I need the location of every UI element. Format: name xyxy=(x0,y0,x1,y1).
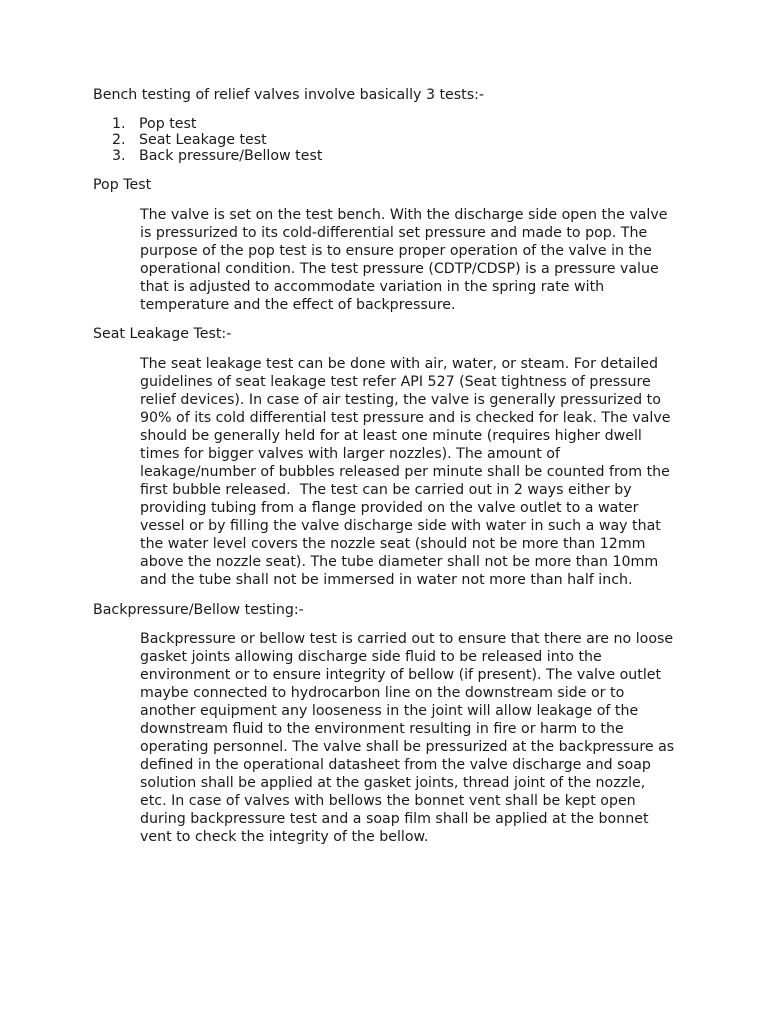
paragraph-line: above the nozzle seat). The tube diameter shall not be more than 10mm xyxy=(140,554,659,570)
test-list xyxy=(112,116,322,164)
intro-text: Bench testing of relief valves involve basically 3 tests:- xyxy=(93,87,485,103)
pop-test-paragraph xyxy=(140,206,680,314)
paragraph-line: leakage/number of bubbles released per minute shall be counted from the xyxy=(140,464,670,480)
pop-test-heading: Pop Test xyxy=(93,177,152,193)
paragraph-line: downstream fluid to the environment resulting in fire or harm to the xyxy=(140,721,624,737)
paragraph-line: the water level covers the nozzle seat (should not be more than 12mm xyxy=(140,536,646,552)
paragraph-line: environment or to ensure integrity of bellow (if present). The valve outlet xyxy=(140,667,662,683)
list-number: 2. xyxy=(112,132,126,148)
backpressure-heading: Backpressure/Bellow testing:- xyxy=(93,602,304,618)
paragraph-line: 90% of its cold differential test pressure and is checked for leak. The valve xyxy=(140,410,671,426)
paragraph-line: temperature and the effect of backpressure. xyxy=(140,297,456,313)
paragraph-line: solution shall be applied at the gasket joints, thread joint of the nozzle, xyxy=(140,775,646,791)
list-item xyxy=(112,132,322,148)
seat-leakage-paragraph xyxy=(140,355,680,589)
list-number: 1. xyxy=(112,116,126,132)
list-label: Back pressure/Bellow test xyxy=(139,148,323,164)
list-number: 3. xyxy=(112,148,126,164)
paragraph-line: operational condition. The test pressure (CDTP/CDSP) is a pressure value xyxy=(140,261,659,277)
paragraph-line: The seat leakage test can be done with air, water, or steam. For detailed xyxy=(140,356,659,372)
paragraph-line: purpose of the pop test is to ensure proper operation of the valve in the xyxy=(140,243,652,259)
paragraph-line: guidelines of seat leakage test refer API 527 (Seat tightness of pressure xyxy=(140,374,651,390)
paragraph-line: should be generally held for at least one minute (requires higher dwell xyxy=(140,428,642,444)
paragraph-line: another equipment any looseness in the joint will allow leakage of the xyxy=(140,703,639,719)
paragraph-line: during backpressure test and a soap film shall be applied at the bonnet xyxy=(140,811,649,827)
paragraph-line: The valve is set on the test bench. With the discharge side open the valve xyxy=(140,207,668,223)
paragraph-line: is pressurized to its cold-differential set pressure and made to pop. The xyxy=(140,225,648,241)
list-item xyxy=(112,116,322,132)
paragraph-line: maybe connected to hydrocarbon line on the downstream side or to xyxy=(140,685,625,701)
seat-leakage-heading: Seat Leakage Test:- xyxy=(93,326,232,342)
paragraph-line: etc. In case of valves with bellows the bonnet vent shall be kept open xyxy=(140,793,636,809)
paragraph-line: times for bigger valves with larger nozzles). The amount of xyxy=(140,446,560,462)
backpressure-paragraph xyxy=(140,630,680,846)
paragraph-line: vessel or by filling the valve discharge side with water in such a way that xyxy=(140,518,661,534)
paragraph-line: vent to check the integrity of the bellow. xyxy=(140,829,429,845)
paragraph-line: Backpressure or bellow test is carried out to ensure that there are no loose xyxy=(140,631,674,647)
list-item xyxy=(112,148,322,164)
paragraph-line: operating personnel. The valve shall be pressurized at the backpressure as xyxy=(140,739,675,755)
paragraph-line: gasket joints allowing discharge side fluid to be released into the xyxy=(140,649,602,665)
paragraph-line: first bubble released. The test can be carried out in 2 ways either by xyxy=(140,482,632,498)
list-label: Seat Leakage test xyxy=(139,132,267,148)
paragraph-line: relief devices). In case of air testing, the valve is generally pressurized to xyxy=(140,392,661,408)
paragraph-line: that is adjusted to accommodate variation in the spring rate with xyxy=(140,279,605,295)
paragraph-line: providing tubing from a flange provided on the valve outlet to a water xyxy=(140,500,639,516)
paragraph-line: defined in the operational datasheet from the valve discharge and soap xyxy=(140,757,651,773)
list-label: Pop test xyxy=(139,116,197,132)
paragraph-line: and the tube shall not be immersed in water not more than half inch. xyxy=(140,572,633,588)
